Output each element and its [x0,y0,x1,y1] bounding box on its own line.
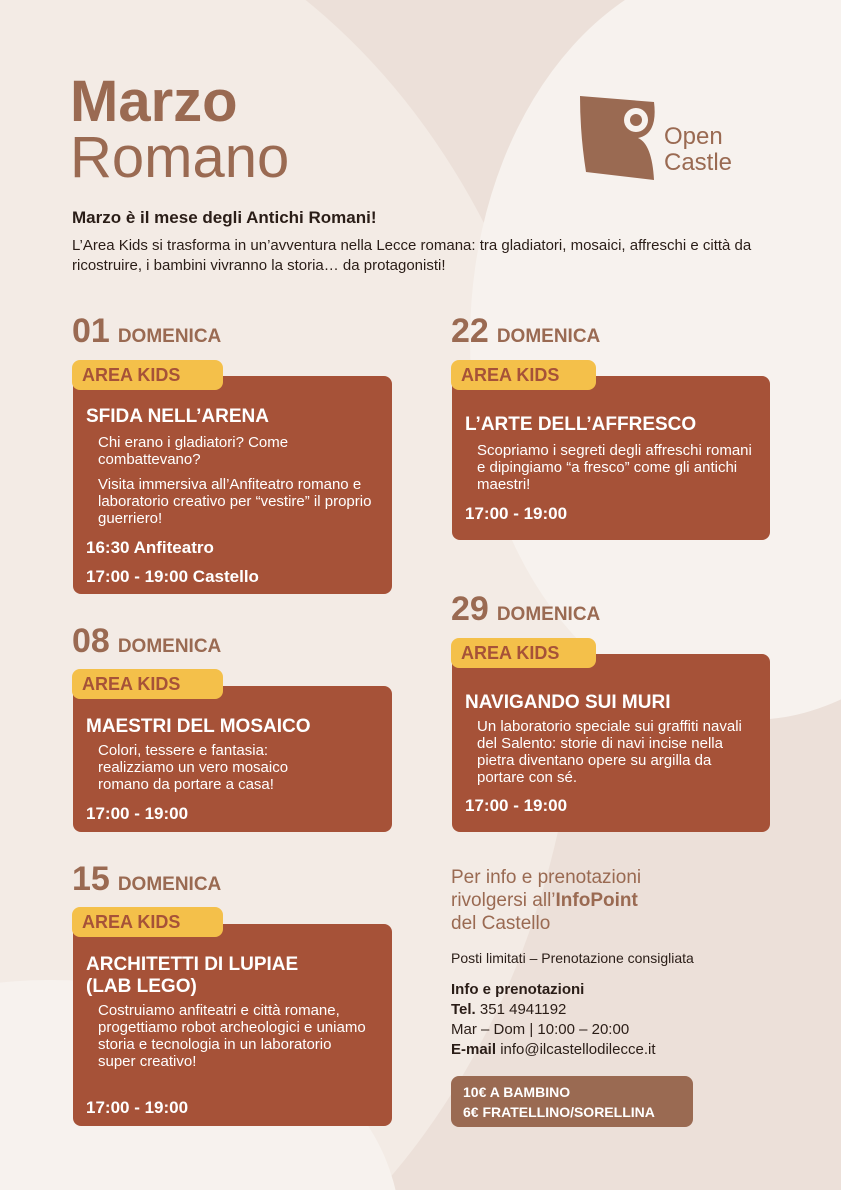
area-kids-tag: AREA KIDS [72,669,223,699]
date-header-22: 22 DOMENICA [451,312,601,350]
phone-number: 351 4941192 [479,1001,567,1018]
logo-text: Open Castle [664,123,733,176]
event-title: MAESTRI DEL MOSAICO [86,716,311,737]
title-line-1: Marzo [70,69,238,134]
event-description: Un laboratorio speciale sui graffiti navali del Salento: storie di navi incise nella pietra diventano opere su argilla da portare con sé. [477,718,742,786]
date-header-15: 15 DOMENICA [72,860,222,898]
open-castle-logo [578,94,778,184]
event-time: 17:00 - 19:00 Castello [86,567,259,586]
area-kids-tag: AREA KIDS [72,907,223,937]
title-line-2: Romano [70,125,290,190]
event-title: NAVIGANDO SUI MURI [465,692,671,713]
event-title: SFIDA NELL’ARENA [86,406,269,427]
event-time: 17:00 - 19:00 [86,804,189,823]
date-header-08: 08 DOMENICA [72,622,222,660]
subtitle: Marzo è il mese degli Antichi Romani! [72,208,377,227]
area-kids-tag: AREA KIDS [451,360,596,390]
event-title-line-2: (LAB LEGO) [86,976,197,997]
event-card-29 [452,654,770,832]
price-badge: 10€ A BAMBINO 6€ FRATELLINO/SORELLINA [451,1076,693,1127]
area-kids-tag: AREA KIDS [451,638,596,668]
intro-text: L’Area Kids si trasforma in un’avventura nella Lecce romana: tra gladiatori, mosaici, affreschi e città da ricostruire, i bambini vivranno la storia… da protagonisti! [72,237,752,274]
event-title: ARCHITETTI DI LUPIAE [86,954,299,975]
limited-seats-note: Posti limitati – Prenotazione consigliata [451,950,694,966]
email-address: info@ilcastellodilecce.it [500,1041,656,1058]
info-heading: Per info e prenotazioni rivolgersi all’InfoPoint del Castello [451,867,642,934]
event-time: 17:00 - 19:00 [86,1098,189,1117]
date-header-29: 29 DOMENICA [451,590,601,628]
contact-info: Info e prenotazioni Tel. 351 4941192 Mar – Dom | 10:00 – 20:00 E-mail info@ilcastellodilecce.it [451,981,656,1058]
event-description: Scopriamo i segreti degli affreschi romani e dipingiamo “a fresco” come gli antichi maestri! [477,442,752,493]
event-card-22 [452,376,770,540]
event-card-15 [73,924,392,1126]
page-title [70,69,290,190]
event-time: 17:00 - 19:00 [465,796,568,815]
event-card-08 [73,686,392,832]
event-description: Costruiamo anfiteatri e città romane, progettiamo robot archeologici e uniamo storia e tecnologia in un laboratorio super creativo! [98,1002,366,1070]
event-time: 16:30 Anfiteatro [86,538,214,557]
event-description: Colori, tessere e fantasia: realizziamo un vero mosaico romano da portare a casa! [98,742,289,793]
area-kids-tag: AREA KIDS [72,360,223,390]
date-header-01: 01 DOMENICA [72,312,222,350]
infopoint-label: InfoPoint [555,890,638,911]
event-description: Visita immersiva all’Anfiteatro romano e laboratorio creativo per “vestire” il proprio guerriero! [98,476,372,527]
event-time: 17:00 - 19:00 [465,504,568,523]
event-title: L’ARTE DELL’AFFRESCO [465,414,697,435]
opening-hours: Mar – Dom | 10:00 – 20:00 [451,1021,630,1038]
castle-logo-icon [578,94,660,184]
event-card-01 [73,376,392,594]
contact-title: Info e prenotazioni [451,981,585,998]
event-description: Chi erano i gladiatori? Come combattevano? [98,434,289,468]
